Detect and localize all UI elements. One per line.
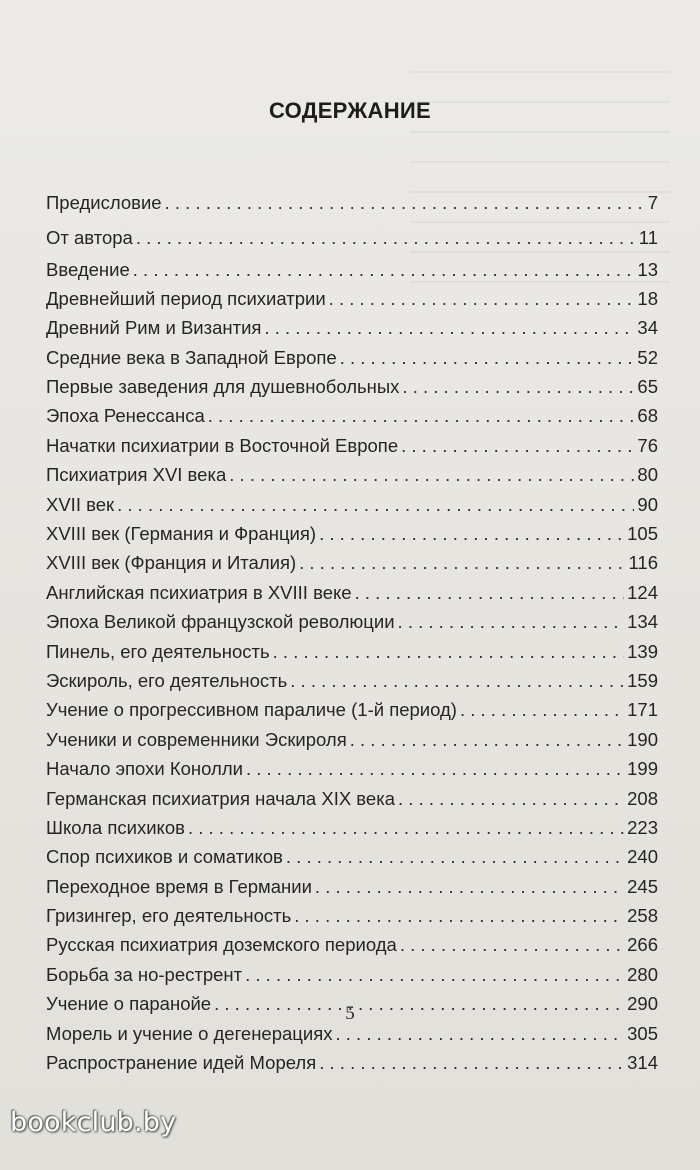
toc-entry-title: Борьба за но-рестрент [46, 963, 243, 985]
toc-entry-page: 199 [627, 758, 658, 780]
toc-entry [46, 876, 658, 905]
toc-entry-title: Распространение идей Мореля [46, 1052, 317, 1074]
leader-dots [294, 905, 624, 927]
toc-entry-title: Школа психиков [46, 816, 185, 838]
leader-dots [264, 317, 634, 339]
leader-dots [336, 1023, 625, 1045]
toc-entry-page: 80 [637, 464, 658, 486]
toc-entry-title: Начатки психиатрии в Восточной Европе [46, 434, 399, 456]
toc-entry-page: 105 [627, 523, 658, 545]
toc-entry-page: 65 [637, 376, 658, 398]
toc-entry-title: Пинель, его деятельность [46, 640, 270, 662]
leader-dots [315, 876, 624, 898]
leader-dots [319, 523, 624, 545]
leader-dots [329, 288, 635, 310]
toc-entry-title: Эпоха Ренессанса [46, 405, 205, 427]
toc-entry-page: 134 [627, 611, 658, 633]
leader-dots [460, 699, 624, 721]
leader-dots [208, 405, 635, 427]
leader-dots [398, 788, 624, 810]
toc-entry-title: Русская психиатрия доземского периода [46, 934, 397, 956]
toc-entry-title: Психиатрия XVI века [46, 464, 227, 486]
toc-entry [46, 376, 658, 405]
toc-entry [46, 259, 658, 288]
toc-entry [46, 934, 658, 963]
leader-dots [319, 1052, 624, 1074]
watermark: bookclub.by [10, 1107, 177, 1138]
toc-entry-title: XVIII век (Франция и Италия) [46, 552, 297, 574]
toc-entry [46, 523, 658, 552]
toc-entry [46, 405, 658, 434]
toc-entry [46, 435, 658, 464]
page-number: 5 [345, 1003, 355, 1024]
toc-entry-title: Древний Рим и Византия [46, 317, 262, 339]
toc-entry-page: 34 [637, 317, 658, 339]
toc-entry-page: 90 [637, 493, 658, 515]
toc-entry-title: Переходное время в Германии [46, 875, 312, 897]
toc-entry-title: Эпоха Великой французской революции [46, 611, 395, 633]
toc-entry-title: От автора [46, 226, 133, 248]
toc-entry-title: Морель и учение о дегенерациях [46, 1022, 333, 1044]
toc-entry [46, 964, 658, 993]
toc-entry-title: Спор психиков и соматиков [46, 846, 283, 868]
toc-entry-page: 240 [627, 846, 658, 868]
toc-entry [46, 729, 658, 758]
leader-dots [299, 552, 625, 574]
leader-dots [245, 964, 624, 986]
toc-entry-page: 280 [627, 963, 658, 985]
toc-entry-title: Английская психиатрия в XVIII веке [46, 581, 352, 603]
leader-dots [401, 435, 634, 457]
toc-entry [46, 817, 658, 846]
toc-entry-title: Гризингер, его деятельность [46, 905, 292, 927]
toc-entry-title: XVIII век (Германия и Франция) [46, 523, 317, 545]
toc-entry [46, 464, 658, 493]
toc-entry [46, 905, 658, 934]
toc-entry-title: XVII век [46, 493, 115, 515]
leader-dots [165, 192, 645, 214]
toc-entry-page: 11 [638, 226, 658, 248]
leader-dots [400, 934, 624, 956]
toc-entry [46, 227, 658, 259]
toc-entry [46, 582, 658, 611]
leader-dots [402, 376, 634, 398]
toc-entry [46, 317, 658, 346]
table-of-contents [46, 192, 658, 1081]
toc-entry-page: 208 [627, 787, 658, 809]
toc-entry-page: 223 [627, 816, 658, 838]
toc-entry-title: Первые заведения для душевнобольных [46, 376, 400, 398]
toc-entry-page: 7 [647, 192, 658, 213]
toc-entry-title: Средние века в Западной Европе [46, 346, 337, 368]
leader-dots [273, 641, 624, 663]
toc-entry [46, 611, 658, 640]
toc-entry [46, 846, 658, 875]
toc-entry-title: Введение [46, 258, 130, 280]
leader-dots [286, 846, 624, 868]
toc-entry-page: 139 [627, 640, 658, 662]
toc-entry-page: 290 [627, 993, 658, 1015]
toc-entry-title: Учение о паранойе [46, 993, 212, 1015]
toc-entry [46, 699, 658, 728]
toc-entry [46, 1023, 658, 1052]
toc-entry-page: 305 [627, 1022, 658, 1044]
toc-entry-title: Начало эпохи Конолли [46, 758, 243, 780]
toc-entry-title: Ученики и современники Эскироля [46, 728, 347, 750]
toc-entry [46, 670, 658, 699]
toc-entry-title: Учение о прогрессивном параличе (1-й период) [46, 699, 457, 721]
toc-entry-title: Эскироль, его деятельность [46, 669, 288, 691]
page-title: СОДЕРЖАНИЕ [268, 98, 432, 123]
toc-entry-page: 266 [627, 934, 658, 956]
toc-entry [46, 494, 658, 523]
leader-dots [117, 494, 634, 516]
leader-dots [398, 611, 625, 633]
toc-entry-page: 171 [627, 699, 658, 721]
toc-entry-page: 124 [627, 581, 658, 603]
toc-entry-page: 18 [637, 287, 658, 309]
toc-entry-title: Предисловие [46, 192, 162, 213]
toc-entry-page: 314 [627, 1052, 658, 1074]
toc-entry [46, 758, 658, 787]
toc-entry-title: Древнейший период психиатрии [46, 287, 326, 309]
toc-entry [46, 1052, 658, 1081]
toc-entry [46, 192, 658, 227]
toc-entry-page: 159 [627, 669, 658, 691]
toc-entry [46, 641, 658, 670]
toc-entry-page: 13 [637, 258, 658, 280]
leader-dots [355, 582, 625, 604]
toc-entry [46, 288, 658, 317]
toc-entry [46, 788, 658, 817]
toc-entry-page: 245 [627, 875, 658, 897]
toc-entry-page: 258 [627, 905, 658, 927]
leader-dots [229, 464, 634, 486]
leader-dots [290, 670, 624, 692]
toc-entry-page: 68 [637, 405, 658, 427]
toc-entry-page: 76 [637, 434, 658, 456]
leader-dots [188, 817, 624, 839]
toc-entry [46, 552, 658, 581]
toc-entry-page: 52 [637, 346, 658, 368]
toc-entry-page: 116 [628, 552, 658, 574]
leader-dots [133, 259, 635, 281]
leader-dots [246, 758, 624, 780]
leader-dots [350, 729, 624, 751]
leader-dots [340, 347, 635, 369]
leader-dots [136, 227, 636, 249]
toc-entry-title: Германская психиатрия начала XIX века [46, 787, 396, 809]
toc-entry [46, 347, 658, 376]
toc-entry-page: 190 [627, 728, 658, 750]
